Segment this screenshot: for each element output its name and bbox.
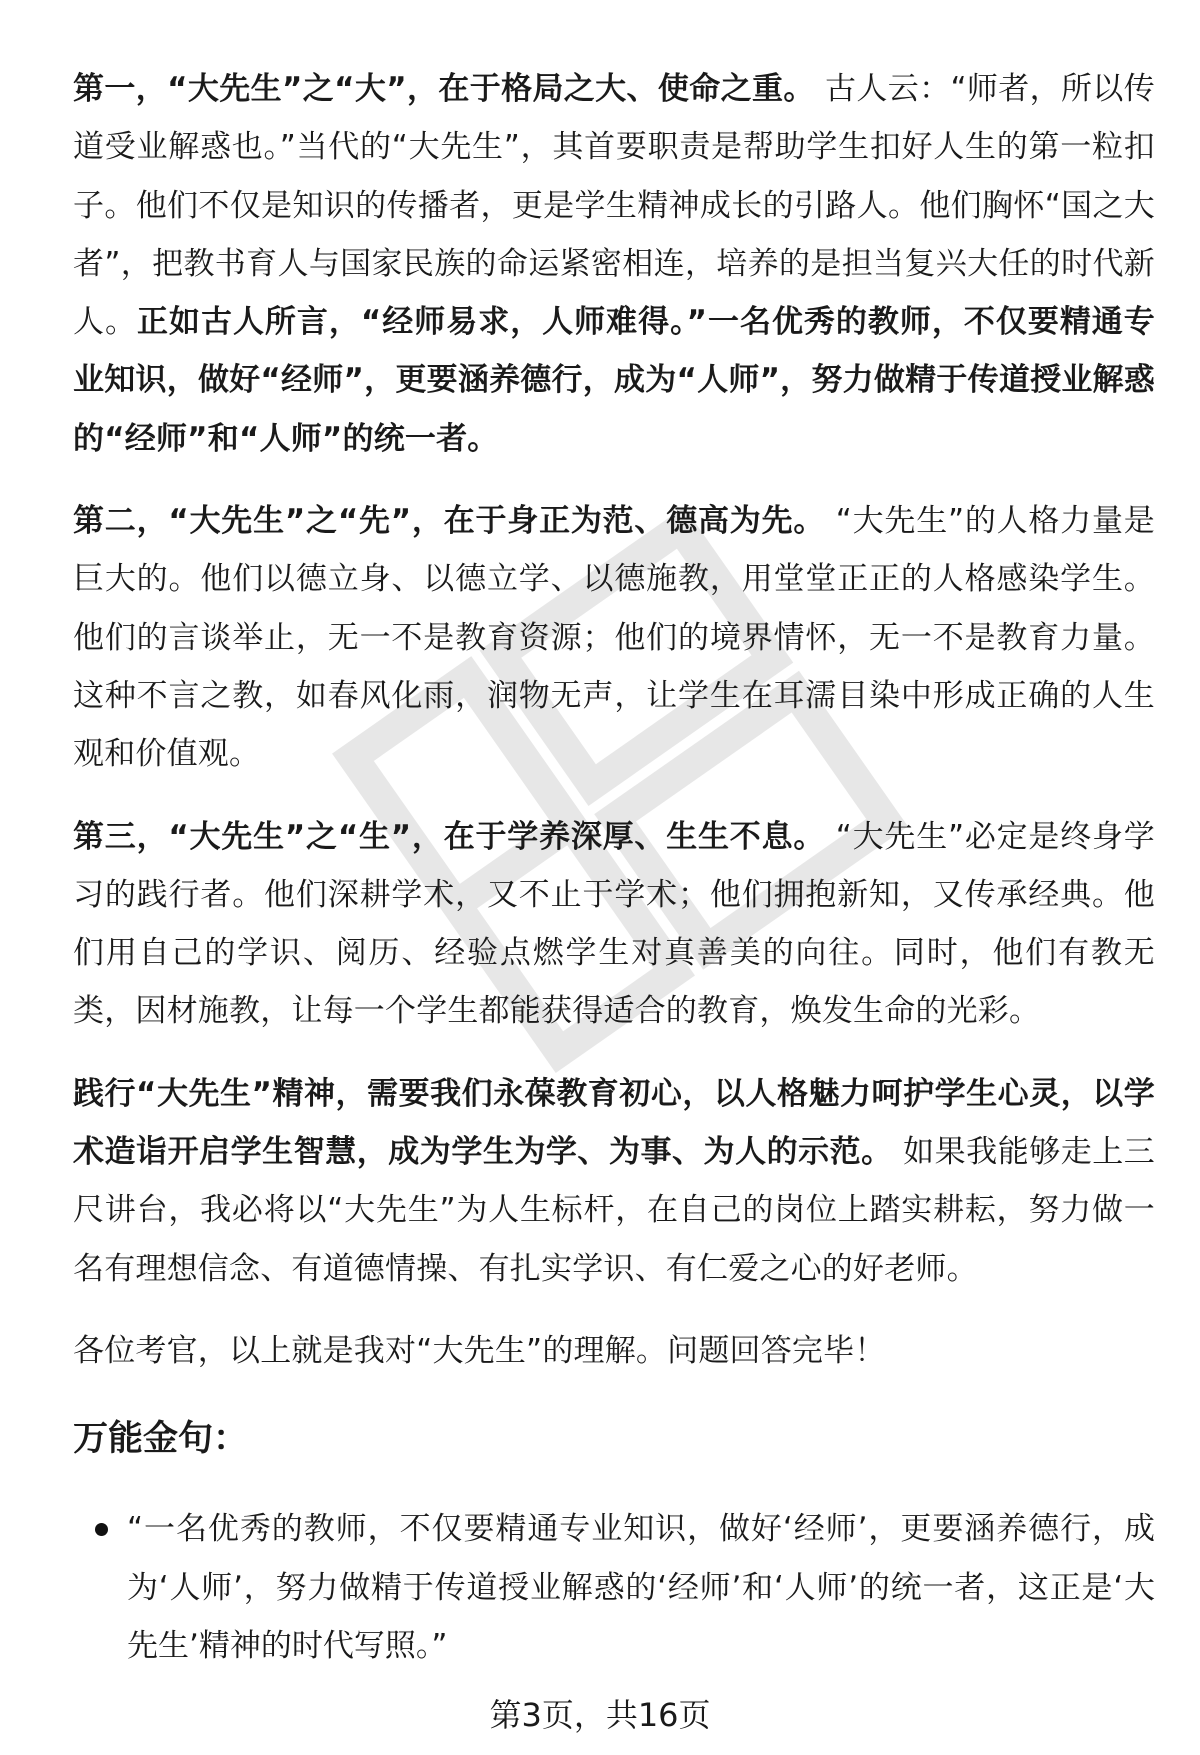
paragraph-second-body: “大先生”的人格力量是巨大的。他们以德立身、以德立学、以德施教，用堂堂正正的人格感染学生。他们的言谈举止，无一不是教育资源；他们的境界情怀，无一不是教育力量。这种不言之教，如春风化雨，润物无声，让学生在耳濡目染中形成正确的人生观和价值观。 (73, 503, 1155, 773)
paragraph-first-body: 古人云：“师者，所以传道受业解惑也。”当代的“大先生”，其首要职责是帮助学生扣好人生的第一粒扣子。他们不仅是知识的传播者，更是学生精神成长的引路人。他们胸怀“国之大者”，把教书育人与国家民族的命运紧密相连，培养的是担当复兴大任的时代新人。 (73, 71, 1155, 341)
paragraph-third (73, 808, 1155, 1041)
paragraph-practice-body: 如果我能够走上三尺讲台，我必将以“大先生”为人生标杆，在自己的岗位上踏实耕耘，努力做一名有理想信念、有道德情操、有扎实学识、有仁爱之心的好老师。 (73, 1134, 1155, 1287)
paragraph-closing-body: 各位考官，以上就是我对“大先生”的理解。问题回答完毕！ (73, 1332, 886, 1369)
paragraph-practice (73, 1065, 1155, 1298)
main-content (73, 60, 1155, 1675)
paragraph-second (73, 492, 1155, 783)
paragraph-first (73, 60, 1155, 468)
bullet-icon (95, 1523, 108, 1536)
paragraph-second-heading: 第二，“大先生”之“先”，在于身正为范、德高为先。 (73, 503, 826, 540)
paragraph-practice-heading: 践行“大先生”精神，需要我们永葆教育初心，以人格魅力呵护学生心灵，以学术造诣开启学生智慧，成为学生为学、为事、为人的示范。 (73, 1075, 1155, 1171)
section-title: 万能金句： (73, 1419, 249, 1460)
paragraph-closing (73, 1322, 1155, 1380)
paragraph-first-heading: 第一，“大先生”之“大”，在于格局之大、使命之重。 (73, 71, 815, 107)
paragraph-third-heading: 第三，“大先生”之“生”，在于学养深厚、生生不息。 (73, 818, 826, 855)
quote-list (73, 1500, 1155, 1675)
quote-text: “一名优秀的教师，不仅要精通专业知识，做好‘经师’，更要涵养德行，成为‘人师’，努力做精于传道授业解惑的‘经师’和‘人师’的统一者，这正是‘大先生’精神的时代写照。” (127, 1511, 1155, 1664)
list-item (73, 1500, 1155, 1675)
page-number: 第3页，共16页 (489, 1696, 711, 1734)
paragraph-first-conclusion: 正如古人所言，“经师易求，人师难得。”一名优秀的教师，不仅要精通专业知识，做好“经师”，更要涵养德行，成为“人师”，努力做精于传道授业解惑的“经师”和“人师”的统一者。 (73, 304, 1155, 457)
paragraph-third-body: “大先生”必定是终身学习的践行者。他们深耕学术，又不止于学术；他们拥抱新知，又传承经典。他们用自己的学识、阅历、经验点燃学生对真善美的向往。同时，他们有教无类，因材施教，让每一个学生都能获得适合的教育，焕发生命的光彩。 (73, 818, 1155, 1030)
